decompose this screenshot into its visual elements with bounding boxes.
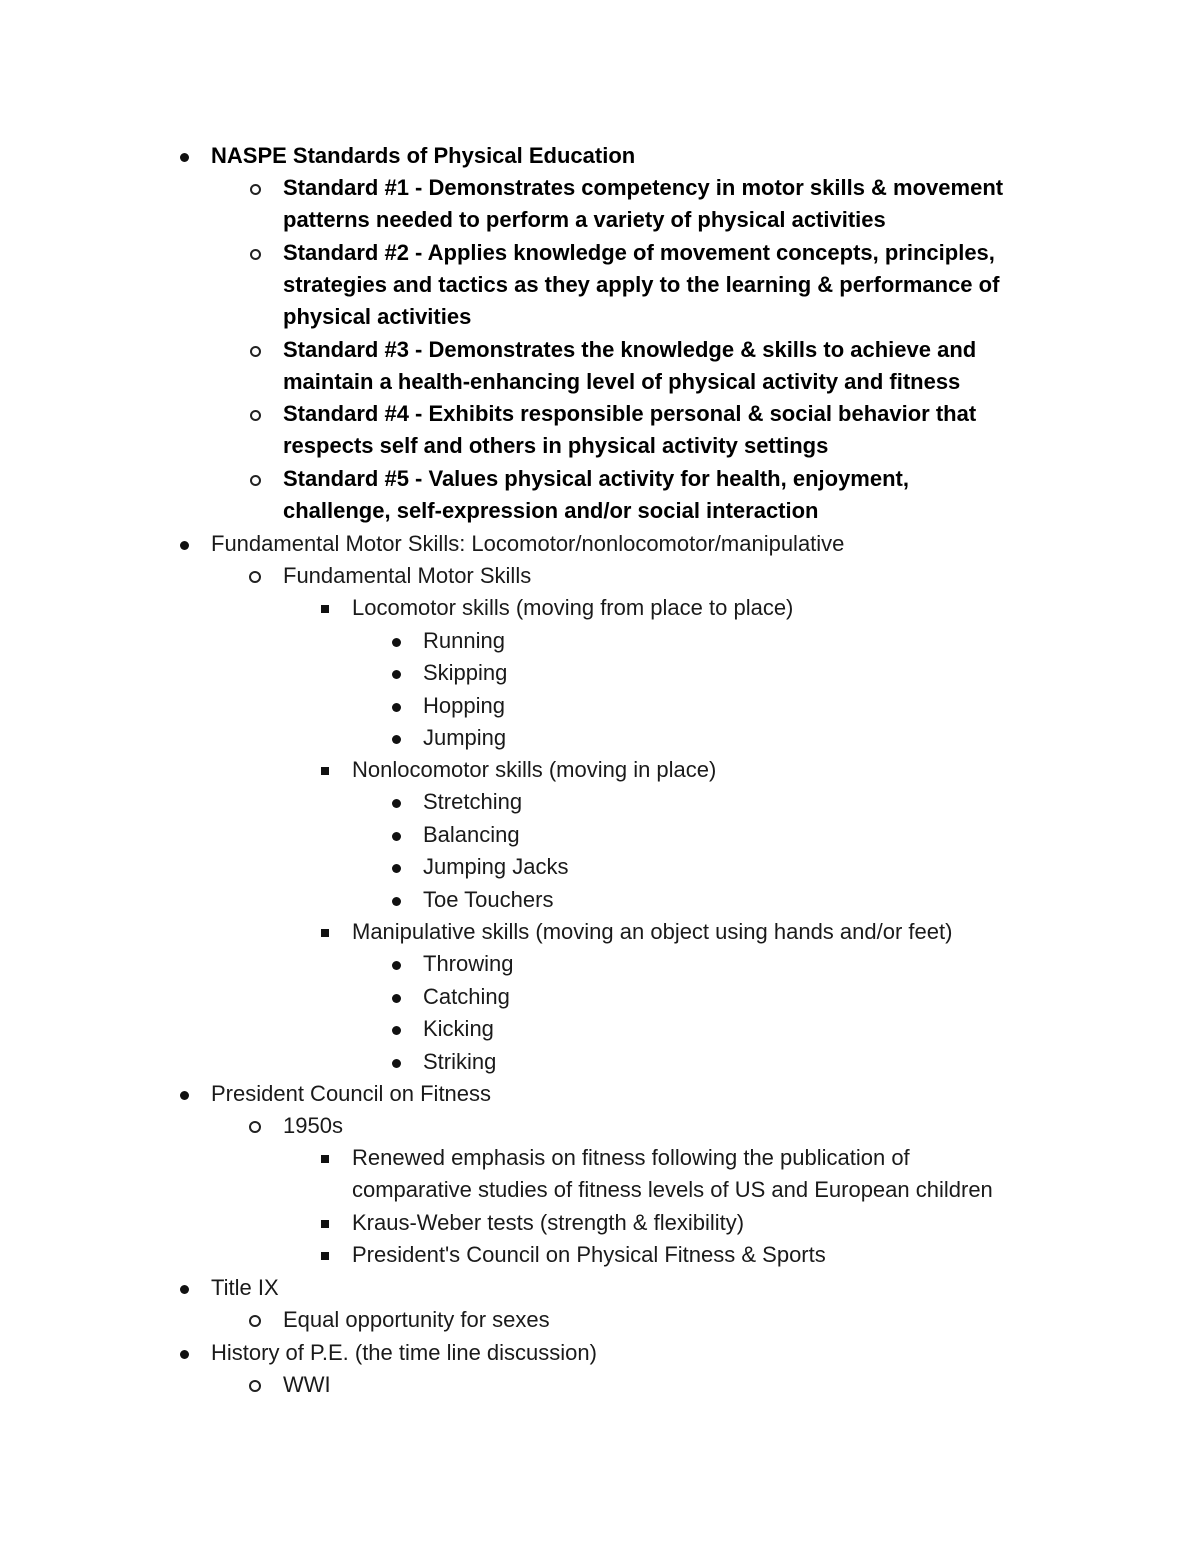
bullet-icon bbox=[243, 1304, 267, 1336]
bullet-icon bbox=[243, 1369, 267, 1401]
standard-2-line-2: strategies and tactics as they apply to the learning & performance of bbox=[283, 272, 1000, 297]
council-item-1-line-2: comparative studies of fitness levels of US and European children bbox=[352, 1177, 993, 1202]
naspe-heading: NASPE Standards of Physical Education bbox=[211, 143, 636, 168]
standard-4-line-1: Standard #4 - Exhibits responsible personal & social behavior that bbox=[283, 401, 977, 426]
bullet-icon bbox=[384, 1013, 408, 1045]
bullet-icon bbox=[172, 1272, 196, 1304]
list-item: Balancing bbox=[423, 822, 520, 847]
standard-3-line-2: maintain a health-enhancing level of physical activity and fitness bbox=[283, 369, 961, 394]
bullet-icon bbox=[313, 1239, 337, 1271]
bullet-icon bbox=[243, 172, 267, 204]
standard-5-line-2: challenge, self-expression and/or social interaction bbox=[283, 498, 819, 523]
standard-3-line-1: Standard #3 - Demonstrates the knowledge & skills to achieve and bbox=[283, 337, 977, 362]
bullet-icon bbox=[384, 884, 408, 916]
bullet-icon bbox=[313, 1207, 337, 1239]
nonlocomotor-label: Nonlocomotor skills (moving in place) bbox=[352, 757, 717, 782]
bullet-icon bbox=[384, 819, 408, 851]
bullet-icon bbox=[384, 690, 408, 722]
bullet-icon bbox=[243, 560, 267, 592]
bullet-icon bbox=[384, 948, 408, 980]
bullet-icon bbox=[243, 463, 267, 495]
bullet-icon bbox=[313, 754, 337, 786]
bullet-icon bbox=[243, 237, 267, 269]
list-item: Skipping bbox=[423, 660, 508, 685]
locomotor-label: Locomotor skills (moving from place to place) bbox=[352, 595, 794, 620]
list-item: Jumping Jacks bbox=[423, 854, 569, 879]
fms-subheading: Fundamental Motor Skills bbox=[283, 563, 532, 588]
bullet-icon bbox=[384, 625, 408, 657]
list-item: Throwing bbox=[423, 951, 514, 976]
bullet-icon bbox=[384, 722, 408, 754]
title-ix-item: Equal opportunity for sexes bbox=[283, 1307, 550, 1332]
list-item: Jumping bbox=[423, 725, 507, 750]
bullet-icon bbox=[172, 1337, 196, 1369]
bullet-icon bbox=[313, 1142, 337, 1174]
bullet-icon bbox=[172, 1078, 196, 1110]
fms-heading: Fundamental Motor Skills: Locomotor/nonlocomotor/manipulative bbox=[211, 531, 845, 556]
list-item: Catching bbox=[423, 984, 510, 1009]
bullet-icon bbox=[384, 851, 408, 883]
list-item: Hopping bbox=[423, 693, 505, 718]
standard-5-line-1: Standard #5 - Values physical activity for health, enjoyment, bbox=[283, 466, 909, 491]
bullet-icon bbox=[172, 528, 196, 560]
council-heading: President Council on Fitness bbox=[211, 1081, 492, 1106]
bullet-icon bbox=[172, 140, 196, 172]
standard-1-line-2: patterns needed to perform a variety of physical activities bbox=[283, 207, 886, 232]
bullet-icon bbox=[384, 1046, 408, 1078]
list-item: Stretching bbox=[423, 789, 523, 814]
bullet-icon bbox=[384, 981, 408, 1013]
bullet-icon bbox=[243, 398, 267, 430]
standard-1-line-1: Standard #1 - Demonstrates competency in motor skills & movement bbox=[283, 175, 1004, 200]
standard-2-line-1: Standard #2 - Applies knowledge of movement concepts, principles, bbox=[283, 240, 995, 265]
council-item-3: President's Council on Physical Fitness & Sports bbox=[352, 1242, 826, 1267]
list-item: Striking bbox=[423, 1049, 497, 1074]
title-ix-heading: Title IX bbox=[211, 1275, 279, 1300]
list-item: Kicking bbox=[423, 1016, 494, 1041]
bullet-icon bbox=[243, 1110, 267, 1142]
council-item-1-line-1: Renewed emphasis on fitness following the publication of bbox=[352, 1145, 910, 1170]
standard-4-line-2: respects self and others in physical activity settings bbox=[283, 433, 829, 458]
list-item: Toe Touchers bbox=[423, 887, 554, 912]
bullet-icon bbox=[313, 916, 337, 948]
manipulative-label: Manipulative skills (moving an object using hands and/or feet) bbox=[352, 919, 953, 944]
council-item-2: Kraus-Weber tests (strength & flexibility) bbox=[352, 1210, 745, 1235]
standard-2-line-3: physical activities bbox=[283, 304, 472, 329]
bullet-icon bbox=[384, 786, 408, 818]
bullet-icon bbox=[384, 657, 408, 689]
history-item: WWI bbox=[283, 1372, 331, 1397]
list-item: Running bbox=[423, 628, 505, 653]
council-subheading: 1950s bbox=[283, 1113, 343, 1138]
bullet-icon bbox=[243, 334, 267, 366]
bullet-icon bbox=[313, 592, 337, 624]
history-heading: History of P.E. (the time line discussion) bbox=[211, 1340, 597, 1365]
